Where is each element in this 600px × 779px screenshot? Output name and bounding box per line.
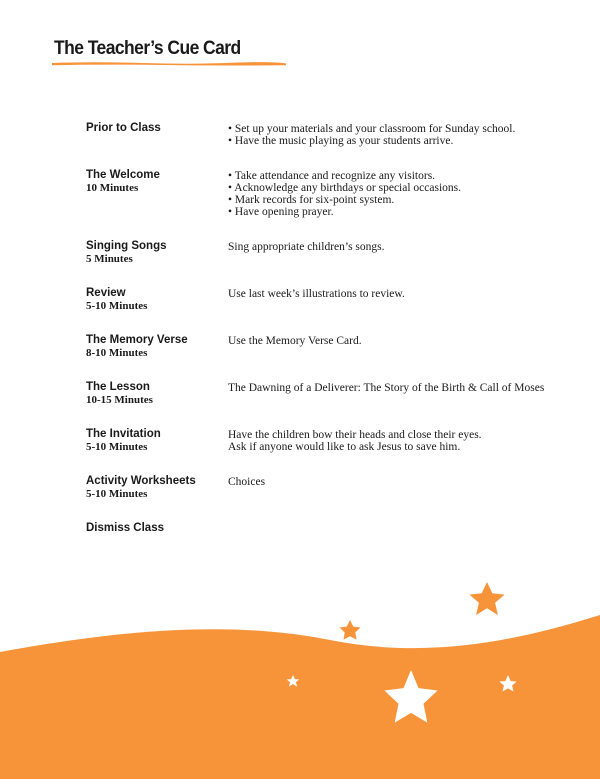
row-label: Review xyxy=(86,287,126,299)
row-text: Ask if anyone would like to ask Jesus to save him. xyxy=(228,441,461,453)
schedule-row-review xyxy=(86,287,566,334)
row-label: The Welcome xyxy=(86,169,160,181)
decorative-footer xyxy=(0,560,600,779)
orange-wave-shape xyxy=(0,615,600,779)
row-label: The Invitation xyxy=(86,428,161,440)
cue-card-schedule xyxy=(86,122,566,542)
row-text: Use last week’s illustrations to review. xyxy=(228,288,405,300)
row-text: • Have opening prayer. xyxy=(228,206,334,218)
schedule-row-lesson xyxy=(86,381,566,428)
row-duration: 10-15 Minutes xyxy=(86,394,153,406)
row-text: Sing appropriate children’s songs. xyxy=(228,241,385,253)
row-label: Activity Worksheets xyxy=(86,475,196,487)
row-text: The Dawning of a Deliverer: The Story of the Birth & Call of Moses xyxy=(228,382,545,394)
row-text: • Acknowledge any birthdays or special occasions. xyxy=(228,182,462,194)
schedule-row-prior-to-class xyxy=(86,122,566,169)
row-text: Use the Memory Verse Card. xyxy=(228,335,362,347)
row-duration: 5-10 Minutes xyxy=(86,488,148,500)
row-label: The Lesson xyxy=(86,381,150,393)
row-text: Choices xyxy=(228,476,266,488)
schedule-row-invitation xyxy=(86,428,566,475)
row-duration: 10 Minutes xyxy=(86,182,139,194)
row-label: Singing Songs xyxy=(86,240,167,252)
row-text: • Have the music playing as your students arrive. xyxy=(228,135,454,147)
row-label: The Memory Verse xyxy=(86,334,188,346)
row-text: • Mark records for six-point system. xyxy=(228,194,395,206)
star-icon xyxy=(469,582,504,615)
row-label: Dismiss Class xyxy=(86,522,164,534)
schedule-row-activity-worksheets xyxy=(86,475,566,522)
title-underline xyxy=(52,61,286,66)
row-duration: 8-10 Minutes xyxy=(86,347,148,359)
row-text: • Take attendance and recognize any visitors. xyxy=(228,170,436,182)
row-label: Prior to Class xyxy=(86,122,161,134)
schedule-row-welcome xyxy=(86,169,566,240)
schedule-row-memory-verse xyxy=(86,334,566,381)
schedule-row-dismiss-class xyxy=(86,522,566,542)
row-text: • Set up your materials and your classroom for Sunday school. xyxy=(228,123,516,135)
row-text: Have the children bow their heads and close their eyes. xyxy=(228,429,482,441)
row-duration: 5-10 Minutes xyxy=(86,441,148,453)
row-duration: 5 Minutes xyxy=(86,253,133,265)
page-title: The Teacher’s Cue Card xyxy=(54,38,241,59)
row-duration: 5-10 Minutes xyxy=(86,300,148,312)
star-icon xyxy=(340,620,361,640)
schedule-row-singing-songs xyxy=(86,240,566,287)
